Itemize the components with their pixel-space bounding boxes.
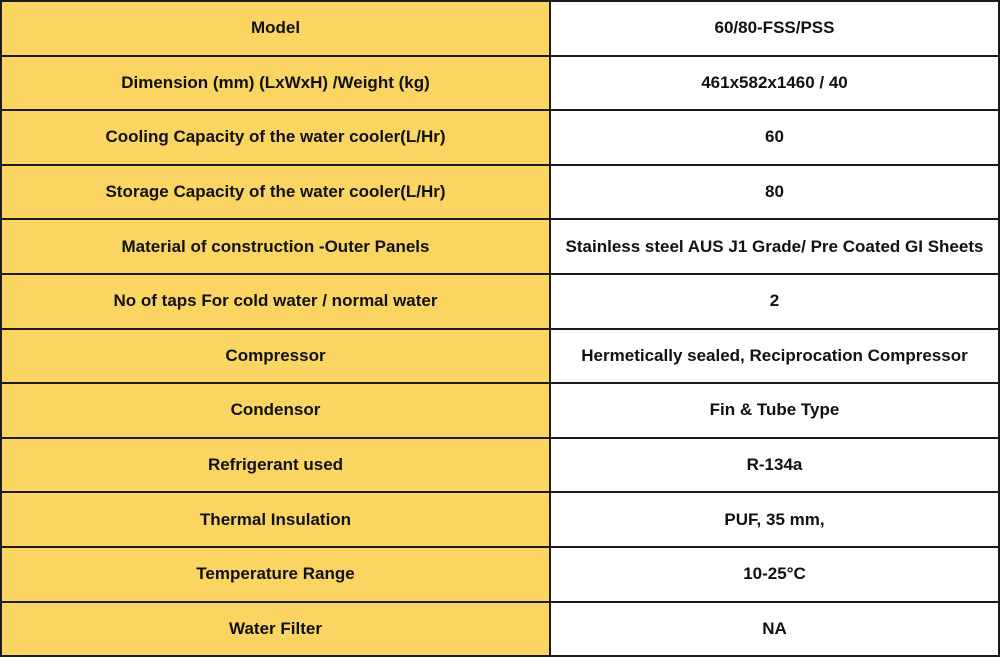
table-row: [1, 602, 999, 657]
row-label-thermal-insulation: Thermal Insulation: [1, 492, 550, 547]
row-value-model: 60/80-FSS/PSS: [550, 1, 999, 56]
row-value-temperature-range: 10-25°C: [550, 547, 999, 602]
table-row: [1, 438, 999, 493]
row-label-model: Model: [1, 1, 550, 56]
table-row: [1, 1, 999, 56]
table-row: [1, 383, 999, 438]
row-value-refrigerant: R-134a: [550, 438, 999, 493]
row-value-taps: 2: [550, 274, 999, 329]
table-row: [1, 165, 999, 220]
row-label-condensor: Condensor: [1, 383, 550, 438]
table-row: [1, 492, 999, 547]
row-value-storage-capacity: 80: [550, 165, 999, 220]
row-label-cooling-capacity: Cooling Capacity of the water cooler(L/Hr): [1, 110, 550, 165]
table-row: [1, 274, 999, 329]
row-label-refrigerant: Refrigerant used: [1, 438, 550, 493]
row-value-cooling-capacity: 60: [550, 110, 999, 165]
table-row: [1, 329, 999, 384]
row-value-material: Stainless steel AUS J1 Grade/ Pre Coated GI Sheets: [550, 219, 999, 274]
row-label-taps: No of taps For cold water / normal water: [1, 274, 550, 329]
row-value-condensor: Fin & Tube Type: [550, 383, 999, 438]
table-row: [1, 219, 999, 274]
row-label-dimension: Dimension (mm) (LxWxH) /Weight (kg): [1, 56, 550, 111]
row-label-temperature-range: Temperature Range: [1, 547, 550, 602]
row-value-dimension: 461x582x1460 / 40: [550, 56, 999, 111]
bottom-strip: [0, 657, 1000, 669]
table-row: [1, 547, 999, 602]
row-label-water-filter: Water Filter: [1, 602, 550, 657]
row-label-material: Material of construction -Outer Panels: [1, 219, 550, 274]
row-value-thermal-insulation: PUF, 35 mm,: [550, 492, 999, 547]
table-row: [1, 56, 999, 111]
table-row: [1, 110, 999, 165]
row-value-water-filter: NA: [550, 602, 999, 657]
row-label-storage-capacity: Storage Capacity of the water cooler(L/Hr): [1, 165, 550, 220]
row-label-compressor: Compressor: [1, 329, 550, 384]
row-value-compressor: Hermetically sealed, Reciprocation Compressor: [550, 329, 999, 384]
